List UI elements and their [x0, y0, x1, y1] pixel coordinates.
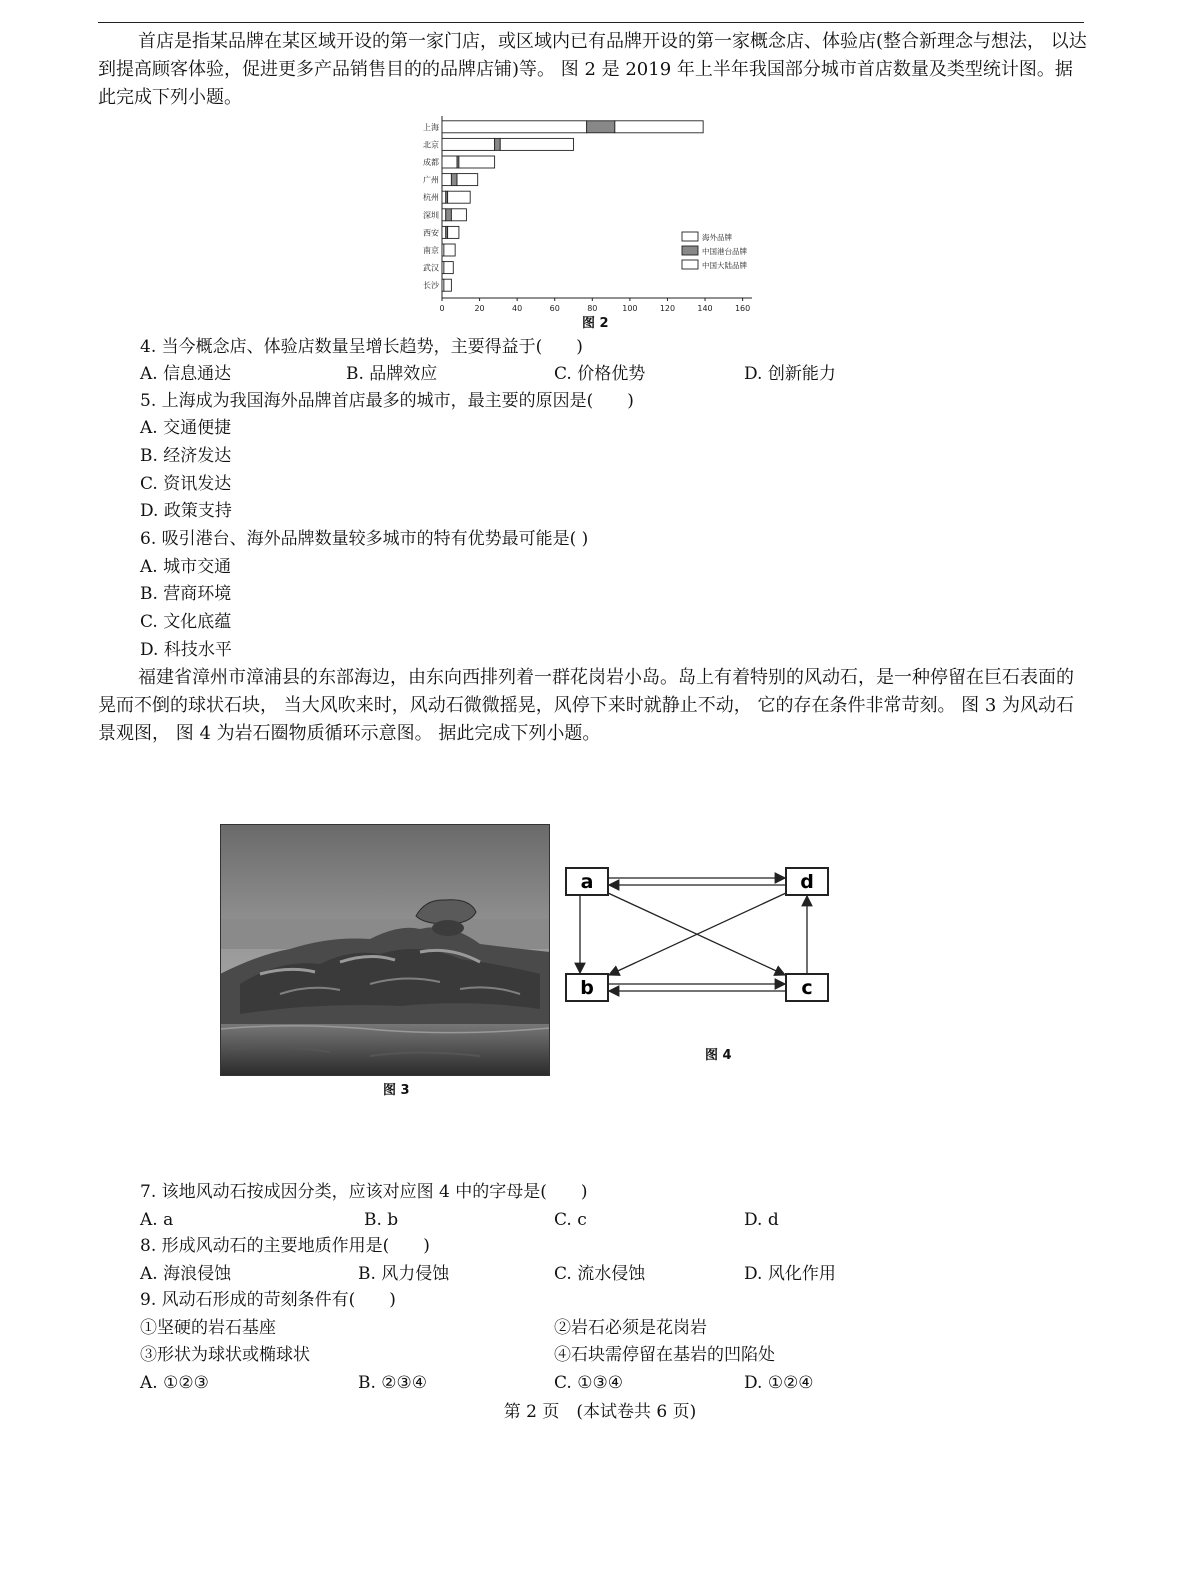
q7-option-d: D. d — [744, 1210, 779, 1230]
q9-statement-2: ②岩石必须是花岗岩 — [554, 1318, 707, 1338]
q4-option-d: D. 创新能力 — [744, 364, 836, 384]
bar-segment-成都-s0 — [442, 156, 457, 168]
q5-option-c: C. 资讯发达 — [140, 474, 232, 494]
x-tick-label: 100 — [622, 304, 638, 313]
q5-stem: 5. 上海成为我国海外品牌首店最多的城市，最主要的原因是( ) — [140, 391, 634, 411]
q8-option-b: B. 风力侵蚀 — [358, 1264, 450, 1284]
category-label: 杭州 — [423, 193, 439, 203]
category-label: 长沙 — [423, 281, 439, 291]
x-tick-label: 20 — [474, 304, 485, 313]
bar-segment-上海-s2 — [615, 121, 703, 133]
bar-segment-杭州-s2 — [448, 191, 471, 203]
bar-segment-深圳-s2 — [451, 209, 466, 221]
bar-segment-广州-s1 — [451, 174, 457, 186]
category-label: 西安 — [423, 228, 439, 238]
x-tick-label: 60 — [549, 304, 560, 313]
figure-3-caption: 图 3 — [383, 1083, 410, 1098]
q5-option-a: A. 交通便捷 — [140, 418, 232, 438]
bar-segment-广州-s2 — [457, 174, 478, 186]
q4-option-c: C. 价格优势 — [554, 364, 646, 384]
q7-stem: 7. 该地风动石按成因分类，应该对应图 4 中的字母是( ) — [140, 1182, 588, 1202]
category-label: 北京 — [423, 140, 439, 150]
legend-label-s1: 中国港台品牌 — [702, 247, 747, 256]
node-c-box — [786, 974, 828, 1001]
bar-segment-北京-s0 — [442, 138, 495, 150]
category-label: 南京 — [423, 246, 439, 255]
page-footer: 第 2 页 (本试卷共 6 页) — [503, 1402, 697, 1422]
x-tick-label: 0 — [439, 304, 445, 313]
bar-segment-上海-s0 — [442, 121, 587, 133]
category-label: 武汉 — [423, 263, 439, 273]
bar-segment-长沙-s2 — [444, 279, 452, 291]
q8-option-c: C. 流水侵蚀 — [554, 1264, 646, 1284]
q6-option-c: C. 文化底蕴 — [140, 612, 232, 632]
bar-segment-西安-s0 — [442, 226, 446, 238]
q6-stem: 6. 吸引港台、海外品牌数量较多城市的特有优势最可能是( ) — [140, 529, 589, 549]
q6-option-a: A. 城市交通 — [140, 557, 232, 577]
bar-segment-深圳-s0 — [442, 209, 446, 221]
category-label: 上海 — [423, 122, 439, 132]
q7-option-c: C. c — [554, 1210, 587, 1230]
q9-stem: 9. 风动石形成的苛刻条件有( ) — [140, 1290, 396, 1310]
node-d-box — [786, 868, 828, 895]
figure-3-rocking-stone-photo — [220, 824, 550, 1076]
q7-option-b: B. b — [364, 1210, 399, 1230]
q8-option-a: A. 海浪侵蚀 — [140, 1264, 232, 1284]
intro-paragraph-1: 首店是指某品牌在某区域开设的第一家门店，或区域内已有品牌开设的第一家概念店、体验店(整合新理念与想法， 以达到提高顾客体验，促进更多产品销售目的的品牌店铺)等。 图 2 是 2019 年上半年我国部分城市首店数量及类型统计图。据此完成下列小题。 — [98, 31, 1087, 108]
category-label: 广州 — [423, 175, 439, 185]
q9-option-b: B. ②③④ — [358, 1373, 428, 1393]
x-tick-label: 40 — [512, 304, 523, 313]
legend-label-s0: 海外品牌 — [702, 233, 732, 242]
q5-option-b: B. 经济发达 — [140, 446, 232, 466]
x-tick-label: 120 — [659, 304, 676, 313]
legend-swatch-s0 — [682, 232, 698, 241]
legend-swatch-s2 — [682, 260, 698, 269]
figure-2-bar-chart — [400, 112, 780, 327]
legend-label-s2: 中国大陆品牌 — [702, 261, 747, 270]
category-label: 深圳 — [423, 210, 439, 220]
figure-4-rock-cycle-diagram — [560, 860, 850, 1005]
figure-4-caption: 图 4 — [705, 1048, 732, 1063]
bar-segment-广州-s0 — [442, 174, 451, 186]
x-tick-label: 140 — [697, 304, 713, 313]
node-b-label: b — [580, 977, 594, 999]
q9-statement-1: ①坚硬的岩石基座 — [140, 1318, 276, 1338]
bar-segment-武汉-s2 — [444, 262, 453, 274]
node-b-box — [566, 974, 608, 1001]
bar-segment-上海-s1 — [587, 121, 615, 133]
bar-segment-杭州-s0 — [442, 191, 446, 203]
bar-segment-北京-s2 — [500, 138, 573, 150]
top-rule — [98, 22, 1084, 23]
figure-2-caption: 图 2 — [582, 316, 609, 331]
bar-segment-深圳-s1 — [446, 209, 452, 221]
q9-option-d: D. ①②④ — [744, 1373, 814, 1393]
legend-swatch-s1 — [682, 246, 698, 255]
x-tick-label: 80 — [587, 304, 598, 313]
q6-option-b: B. 营商环境 — [140, 584, 232, 604]
q9-option-a: A. ①②③ — [140, 1373, 209, 1393]
q9-statement-3: ③形状为球状或椭球状 — [140, 1345, 310, 1365]
q5-option-d: D. 政策支持 — [140, 501, 232, 521]
intro-paragraph-2: 福建省漳州市漳浦县的东部海边，由东向西排列着一群花岗岩小岛。岛上有着特别的风动石，是一种停留在巨石表面的晃而不倒的球状石块， 当大风吹来时，风动石微微摇晃，风停下来时就静止不动， 它的存在条件非常苛刻。 图 3 为风动石景观图， 图 4 为岩石圈物质循环示意图。 据此完成下列小题。 — [98, 667, 1075, 744]
q9-option-c: C. ①③④ — [554, 1373, 623, 1393]
q7-option-a: A. a — [140, 1210, 174, 1230]
q8-stem: 8. 形成风动石的主要地质作用是( ) — [140, 1236, 430, 1256]
x-tick-label: 160 — [734, 304, 751, 313]
bar-segment-成都-s2 — [459, 156, 495, 168]
node-d-label: d — [800, 871, 814, 893]
bar-segment-北京-s1 — [495, 138, 501, 150]
q4-option-b: B. 品牌效应 — [346, 364, 438, 384]
node-a-box — [566, 868, 608, 895]
q4-stem: 4. 当今概念店、体验店数量呈增长趋势，主要得益于( ) — [140, 337, 583, 357]
bar-segment-南京-s2 — [444, 244, 455, 256]
q4-option-a: A. 信息通达 — [140, 364, 232, 384]
node-c-label: c — [801, 977, 813, 999]
bar-segment-西安-s2 — [448, 226, 459, 238]
q8-option-d: D. 风化作用 — [744, 1264, 836, 1284]
category-label: 成都 — [423, 158, 439, 167]
node-a-label: a — [580, 871, 594, 893]
q9-statement-4: ④石块需停留在基岩的凹陷处 — [554, 1345, 775, 1365]
q6-option-d: D. 科技水平 — [140, 640, 232, 660]
